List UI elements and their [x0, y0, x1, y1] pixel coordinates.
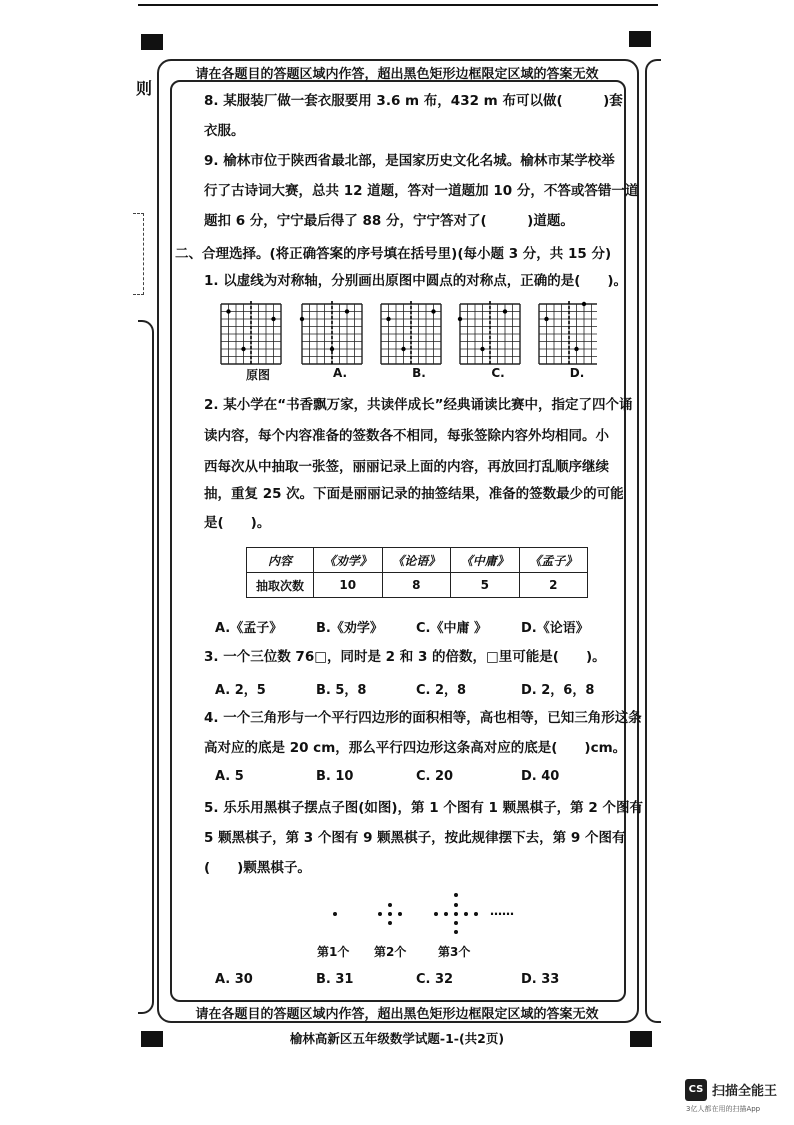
table-cell: 2: [519, 573, 588, 598]
c5-option-a: A. 30: [215, 972, 253, 987]
table-row: [247, 548, 588, 573]
c3-option-b: B. 5，8: [316, 683, 367, 698]
c1-stem: 1. 以虚线为对称轴，分别画出原图中圆点的对称点，正确的是( )。: [204, 273, 628, 289]
c2-line-5: 是( )。: [204, 515, 271, 531]
dot: [434, 912, 438, 916]
right-column-frame: [645, 59, 661, 1023]
grid-dot: [431, 309, 435, 313]
c5-line-3: ( )颗黑棋子。: [204, 860, 311, 876]
grid-dot: [241, 347, 245, 351]
q8-line-1: 8. 某服装厂做一套衣服要用 3.6 m 布，432 m 布可以做( )套: [204, 93, 623, 109]
page-footer: 榆林高新区五年级数学试题-1-(共2页): [289, 1031, 505, 1046]
dot: [474, 912, 478, 916]
position-marker-top-left: [141, 34, 163, 50]
c3-option-a: A. 2，5: [215, 683, 266, 698]
draw-results-table: [246, 547, 588, 598]
dot: [398, 912, 402, 916]
table-cell: 《中庸》: [451, 548, 520, 573]
c5-line-2: 5 颗黑棋子，第 3 个图有 9 颗黑棋子，按此规律摆下去，第 9 个图有: [204, 830, 626, 846]
table-cell: 抽取次数: [247, 573, 314, 598]
grid-dot: [544, 317, 548, 321]
grid-label-a: A.: [332, 366, 348, 380]
dot: [454, 903, 458, 907]
c5-line-1: 5. 乐乐用黑棋子摆点子图(如图)，第 1 个图有 1 颗黑棋子，第 2 个图有: [204, 800, 643, 816]
dot: [378, 912, 382, 916]
scanner-app-tagline: 3亿人都在用的扫描App: [686, 1105, 761, 1113]
answer-area-notice-bottom: 请在各题目的答题区域内作答，超出黑色矩形边框限定区域的答案无效: [195, 1007, 599, 1022]
grid-original: [221, 301, 281, 366]
grid-dot: [503, 309, 507, 313]
top-edge-line: [138, 4, 658, 6]
c2-option-a: A.《孟子》: [215, 621, 283, 636]
c5-option-c: C. 32: [416, 972, 454, 987]
side-fragment-text: 则: [136, 79, 153, 98]
dot: [388, 912, 392, 916]
grid-dot: [386, 317, 390, 321]
dot: [464, 912, 468, 916]
c3-stem: 3. 一个三位数 76□，同时是 2 和 3 的倍数，□里可能是( )。: [204, 649, 606, 665]
fig-label-1: 第1个: [317, 945, 350, 959]
answer-area-notice-top: 请在各题目的答题区域内作答，超出黑色矩形边框限定区域的答案无效: [195, 67, 599, 82]
c3-option-c: C. 2，8: [416, 683, 467, 698]
table-cell: 《劝学》: [314, 548, 383, 573]
dot: [388, 903, 392, 907]
grid-dot: [401, 347, 405, 351]
c5-option-d: D. 33: [521, 972, 560, 987]
grid-option-b: [381, 301, 441, 366]
grid-dot: [458, 317, 462, 321]
c3-option-d: D. 2，6，8: [521, 683, 595, 698]
dot-pattern-figure: [320, 888, 520, 938]
q9-line-2: 行了古诗词大赛，总共 12 道题，答对一道题加 10 分，不答或答错一道: [204, 183, 639, 199]
c4-line-1: 4. 一个三角形与一个平行四边形的面积相等，高也相等，已知三角形这条: [204, 710, 642, 726]
fig-label-2: 第2个: [374, 945, 407, 959]
dot: [444, 912, 448, 916]
grid-dot: [330, 347, 334, 351]
dot: [333, 912, 337, 916]
q9-line-1: 9. 榆林市位于陕西省最北部，是国家历史文化名城。榆林市某学校举: [204, 153, 615, 169]
c2-line-1: 2. 某小学在“书香飘万家，共读伴成长”经典诵读比赛中，指定了四个诵: [204, 397, 633, 413]
c2-option-c: C.《中庸 》: [416, 621, 488, 636]
c4-line-2: 高对应的底是 20 cm，那么平行四边形这条高对应的底是( )cm。: [204, 740, 627, 756]
c2-option-b: B.《劝学》: [316, 621, 383, 636]
table-cell: 《孟子》: [519, 548, 588, 573]
c4-option-a: A. 5: [215, 769, 244, 784]
dot: [454, 912, 458, 916]
table-row: [247, 573, 588, 598]
position-marker-top-right: [629, 31, 651, 47]
grid-label-original: 原图: [245, 368, 270, 382]
grid-dot: [345, 309, 349, 313]
dot: [388, 921, 392, 925]
c4-option-d: D. 40: [521, 769, 560, 784]
grid-dot: [300, 317, 304, 321]
c4-option-b: B. 10: [316, 769, 354, 784]
scanner-logo-icon: CS: [685, 1079, 707, 1101]
c4-option-c: C. 20: [416, 769, 454, 784]
c2-line-2: 读内容，每个内容准备的签数各不相同，每张签除内容外均相同。小: [204, 428, 609, 444]
dot-pattern-ellipsis: ……: [490, 904, 514, 918]
c2-line-4: 抽，重复 25 次。下面是丽丽记录的抽签结果，准备的签数最少的可能: [204, 486, 624, 502]
q9-line-3: 题扣 6 分，宁宁最后得了 88 分，宁宁答对了( )道题。: [204, 213, 574, 229]
grid-label-d: D.: [569, 366, 585, 380]
grid-dot: [574, 347, 578, 351]
fig-label-3: 第3个: [438, 945, 471, 959]
grid-label-c: C.: [491, 366, 505, 380]
section-2-title: 二、合理选择。(将正确答案的序号填在括号里)(每小题 3 分，共 15 分): [175, 246, 612, 262]
grid-dot: [226, 309, 230, 313]
c1-grid-figures: [217, 300, 597, 366]
grid-label-b: B.: [412, 366, 426, 380]
scanner-app-name: 扫描全能王: [712, 1084, 778, 1099]
table-cell: 10: [314, 573, 383, 598]
grid-option-c: [458, 301, 520, 366]
table-cell: 5: [451, 573, 520, 598]
grid-option-a: [300, 301, 362, 366]
q8-line-2: 衣服。: [204, 123, 245, 139]
left-column-frame: [138, 320, 154, 1014]
table-cell: 《论语》: [382, 548, 451, 573]
binding-line: [133, 213, 144, 295]
table-cell: 内容: [247, 548, 314, 573]
dot: [454, 930, 458, 934]
c5-option-b: B. 31: [316, 972, 354, 987]
grid-dot: [582, 302, 586, 306]
table-cell: 8: [382, 573, 451, 598]
grid-option-d: [539, 301, 597, 366]
c2-line-3: 西每次从中抽取一张签，丽丽记录上面的内容，再放回打乱顺序继续: [204, 459, 609, 475]
c2-option-d: D.《论语》: [521, 621, 589, 636]
dot: [454, 921, 458, 925]
dot: [454, 893, 458, 897]
grid-dot: [480, 347, 484, 351]
grid-dot: [271, 317, 275, 321]
